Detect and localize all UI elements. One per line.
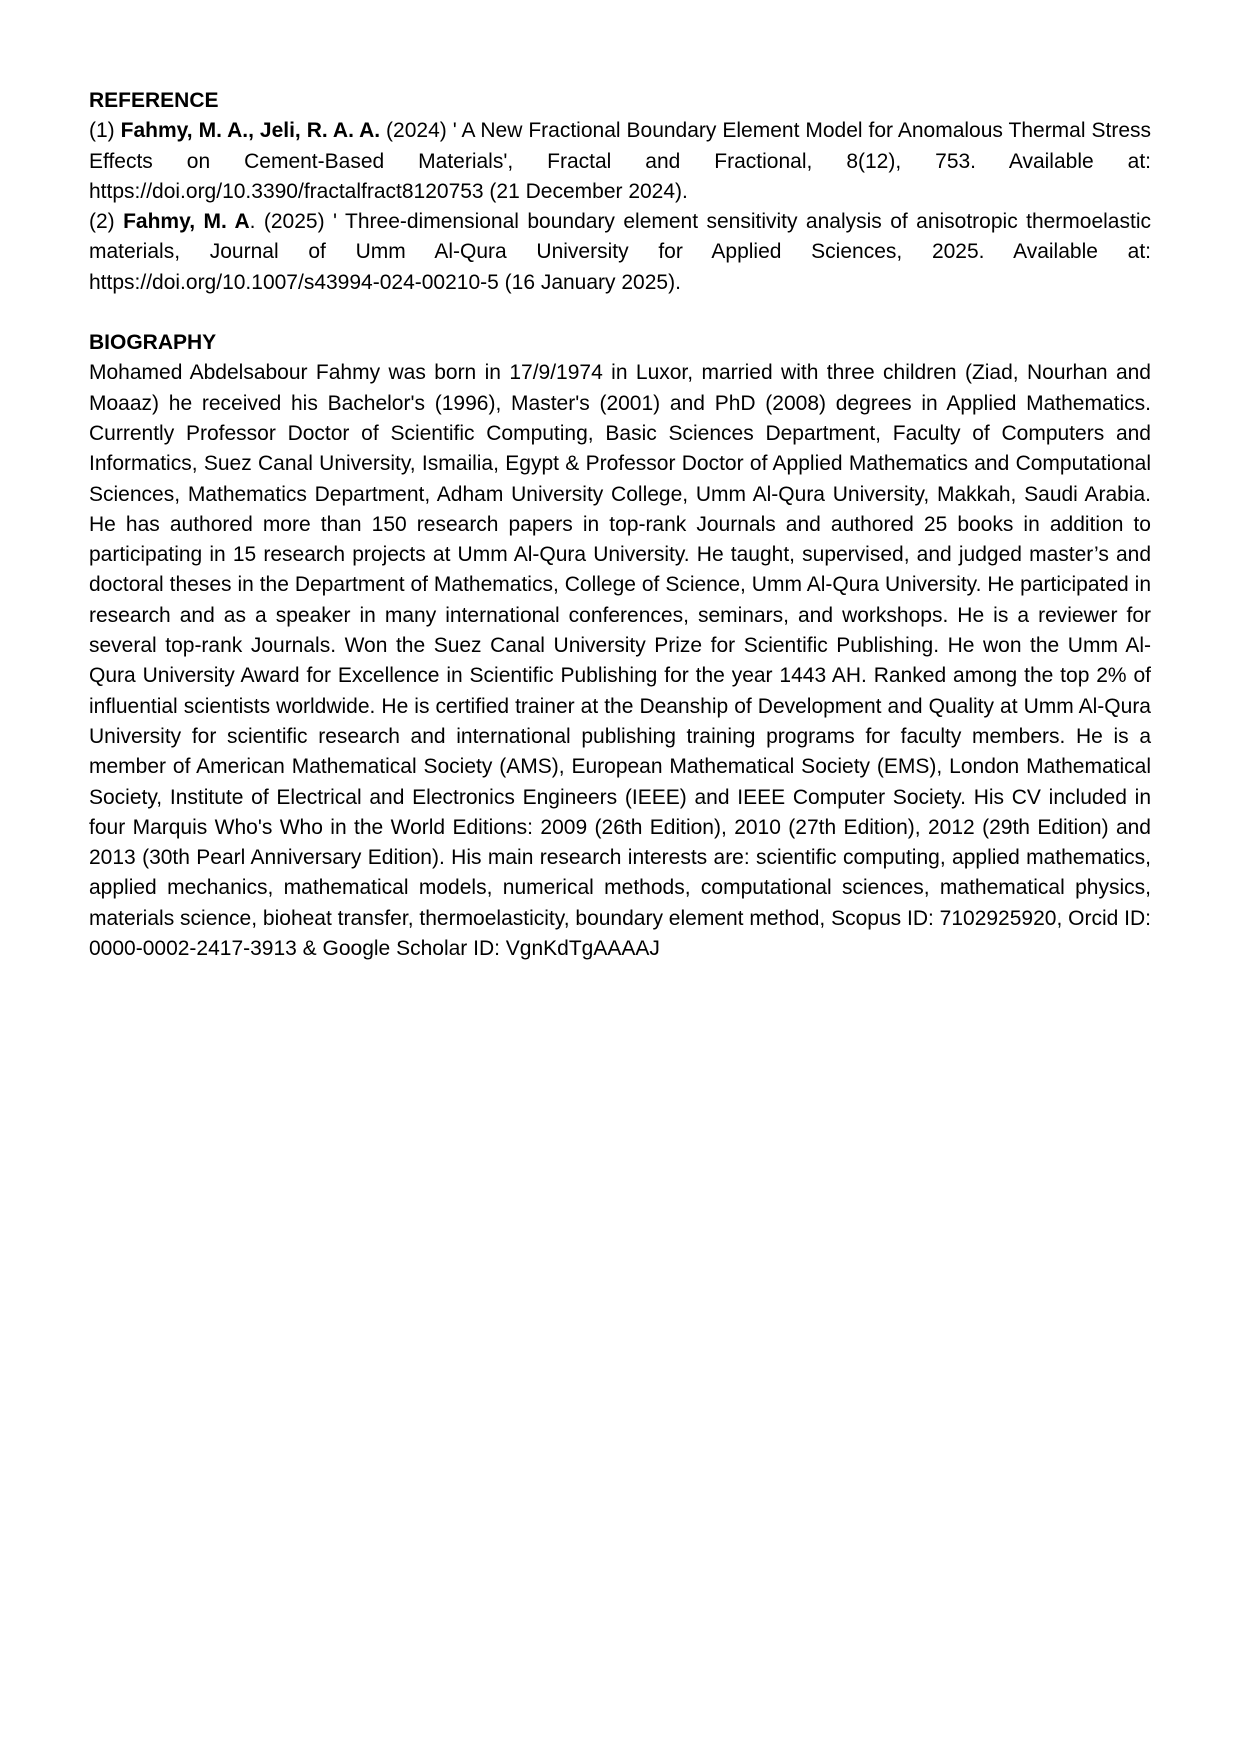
reference-text: . (2025) ' Three-dimensional boundary element sensitivity analysis of anisotropic thermoelastic materials, Journal of Umm Al-Qura University for Applied Sciences, 2025. Available at: https://doi.org/10.1007/s43994-024-00210-5 (16 January 2025). <box>89 210 1151 294</box>
reference-authors: Fahmy, M. A., Jeli, R. A. A. <box>120 119 381 143</box>
document-page <box>89 86 1151 964</box>
biography-text: Mohamed Abdelsabour Fahmy was born in 17/9/1974 in Luxor, married with three children (Ziad, Nourhan and Moaaz) he received his Bachelor's (1996), Master's (2001) and PhD (2008) degrees in Applied Mathematics. Currently Professor Doctor of Scientific Computing, Basic Sciences Department, Faculty of Computers and Informatics, Suez Canal University, Ismailia, Egypt & Professor Doctor of Applied Mathematics and Computational Sciences, Mathematics Department, Adham University College, Umm Al-Qura University, Makkah, Saudi Arabia. He has authored more than 150 research papers in top-rank Journals and authored 25 books in addition to participating in 15 research projects at Umm Al-Qura University. He taught, supervised, and judged master’s and doctoral theses in the Department of Mathematics, College of Science, Umm Al-Qura University. He participated in research and as a speaker in many international conferences, seminars, and workshops. He is a reviewer for several top-rank Journals. Won the Suez Canal University Prize for Scientific Publishing. He won the Umm Al-Qura University Award for Excellence in Scientific Publishing for the year 1443 AH. Ranked among the top 2% of influential scientists worldwide. He is certified trainer at the Deanship of Development and Quality at Umm Al-Qura University for scientific research and international publishing training programs for faculty members. He is a member of American Mathematical Society (AMS), European Mathematical Society (EMS), London Mathematical Society, Institute of Electrical and Electronics Engineers (IEEE) and IEEE Computer Society. His CV included in four Marquis Who's Who in the World Editions: 2009 (26th Edition), 2010 (27th Edition), 2012 (29th Edition) and 2013 (30th Pearl Anniversary Edition). His main research interests are: scientific computing, applied mathematics, applied mechanics, mathematical models, numerical methods, computational sciences, mathematical physics, materials science, bioheat transfer, thermoelasticity, boundary element method, Scopus ID: 7102925920, Orcid ID: 0000-0002-2417-3913 & Google Scholar ID: VgnKdTgAAAAJ <box>89 361 1151 961</box>
reference-item-2 <box>89 207 1151 298</box>
reference-item-1 <box>89 116 1151 207</box>
section-spacer <box>89 298 1151 328</box>
reference-authors: Fahmy, M. A <box>123 210 250 234</box>
reference-number: (1) <box>89 119 121 143</box>
biography-heading: BIOGRAPHY <box>89 331 217 355</box>
reference-text: (2024) ' A New Fractional Boundary Element Model for Anomalous Thermal Stress Effects on Cement-Based Materials', Fractal and Fractional, 8(12), 753. Available at: https://doi.org/10.3390/fractalfract8120753 (21 December 2024). <box>89 119 1152 203</box>
reference-number: (2) <box>89 210 124 234</box>
reference-heading: REFERENCE <box>89 89 219 112</box>
